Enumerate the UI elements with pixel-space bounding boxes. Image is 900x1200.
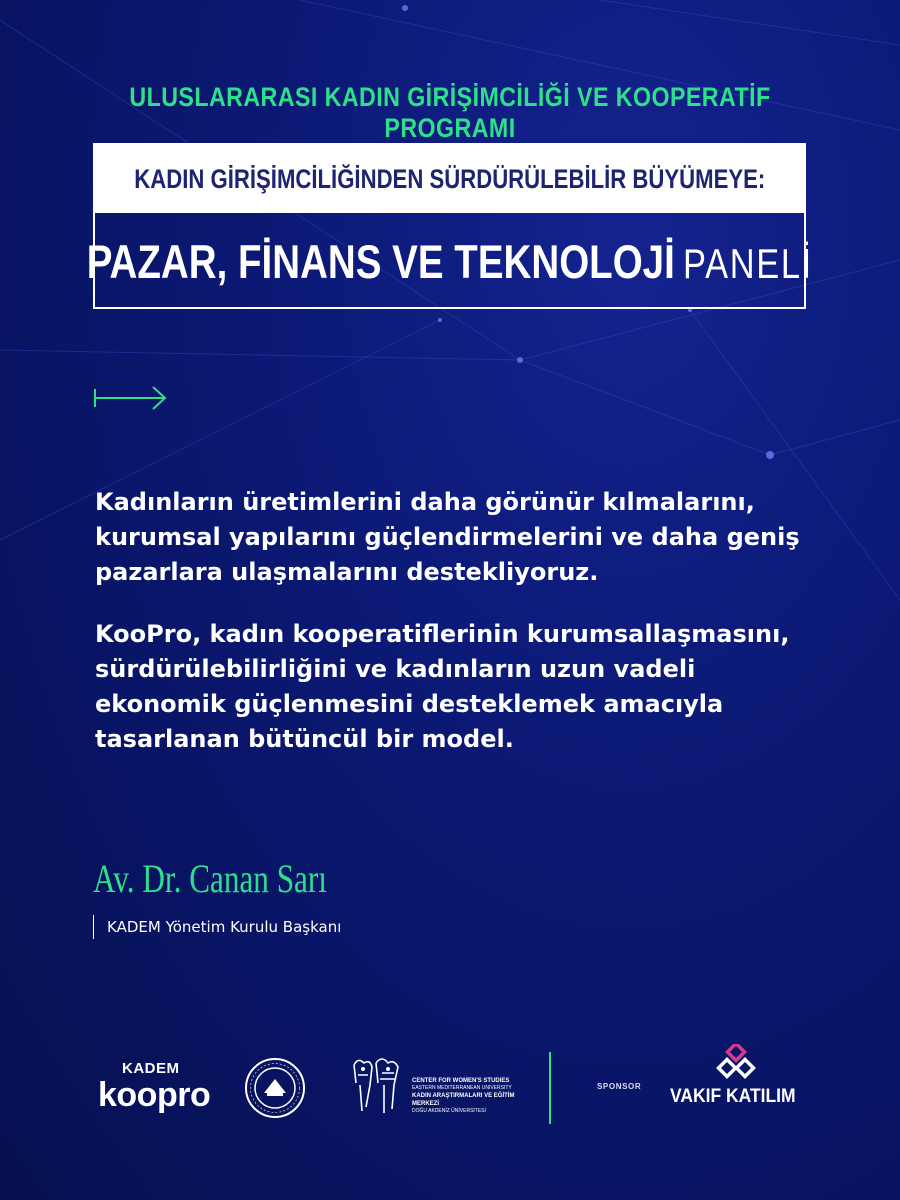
panel-title-bold: PAZAR, FİNANS VE TEKNOLOJİ: [86, 234, 675, 288]
cws-line-4: DOĞU AKDENİZ ÜNİVERSİTESİ: [412, 1108, 486, 1114]
sponsor-name: VAKIF KATILIM: [670, 1086, 796, 1107]
cws-line-2: EASTERN MEDITERRANEAN UNIVERSITY: [412, 1085, 512, 1091]
speaker-name: Av. Dr. Canan Sarı: [93, 856, 327, 901]
panel-subtitle: KADIN GİRİŞİMCİLİĞİNDEN SÜRDÜRÜLEBİLİR BÜYÜMEYE:: [134, 163, 766, 194]
womens-studies-logo-text: [412, 1077, 532, 1115]
panel-subtitle-band: [95, 145, 804, 213]
panel-title-box: [86, 143, 813, 309]
womens-studies-figures-icon: [348, 1055, 406, 1117]
panel-title: [86, 213, 813, 309]
koopro-logo: koopro: [98, 1076, 211, 1114]
cws-line-1: CENTER FOR WOMEN'S STUDIES: [412, 1078, 510, 1084]
sponsor-label: SPONSOR: [597, 1082, 642, 1091]
kadem-logo-label: KADEM: [122, 1060, 180, 1077]
footer-divider: [549, 1052, 551, 1124]
panel-title-light: PANELİ: [682, 239, 813, 287]
speaker-role: KADEM Yönetim Kurulu Başkanı: [93, 915, 341, 939]
vakif-katilim-logo-icon: [716, 1044, 756, 1084]
cws-line-3: KADIN ARAŞTIRMALARI VE EĞİTİM MERKEZİ: [412, 1093, 515, 1107]
body-paragraph-2: KooPro, kadın kooperatiflerinin kurumsallaşmasını, sürdürülebilirliğini ve kadınların uzun vadeli ekonomik güçlenmesini desteklemek amacıyla tasarlanan bütüncül bir model.: [95, 620, 790, 753]
program-title: ULUSLARARASI KADIN GİRİŞİMCİLİĞİ VE KOOPERATİF PROGRAMI: [129, 82, 771, 143]
body-paragraph-1: Kadınların üretimlerini daha görünür kılmalarını, kurumsal yapılarını güçlendirmelerini ve daha geniş pazarlara ulaşmalarını destekliyoruz.: [95, 488, 800, 586]
arrow-right-icon: [93, 385, 169, 411]
university-seal-icon: [244, 1057, 306, 1119]
